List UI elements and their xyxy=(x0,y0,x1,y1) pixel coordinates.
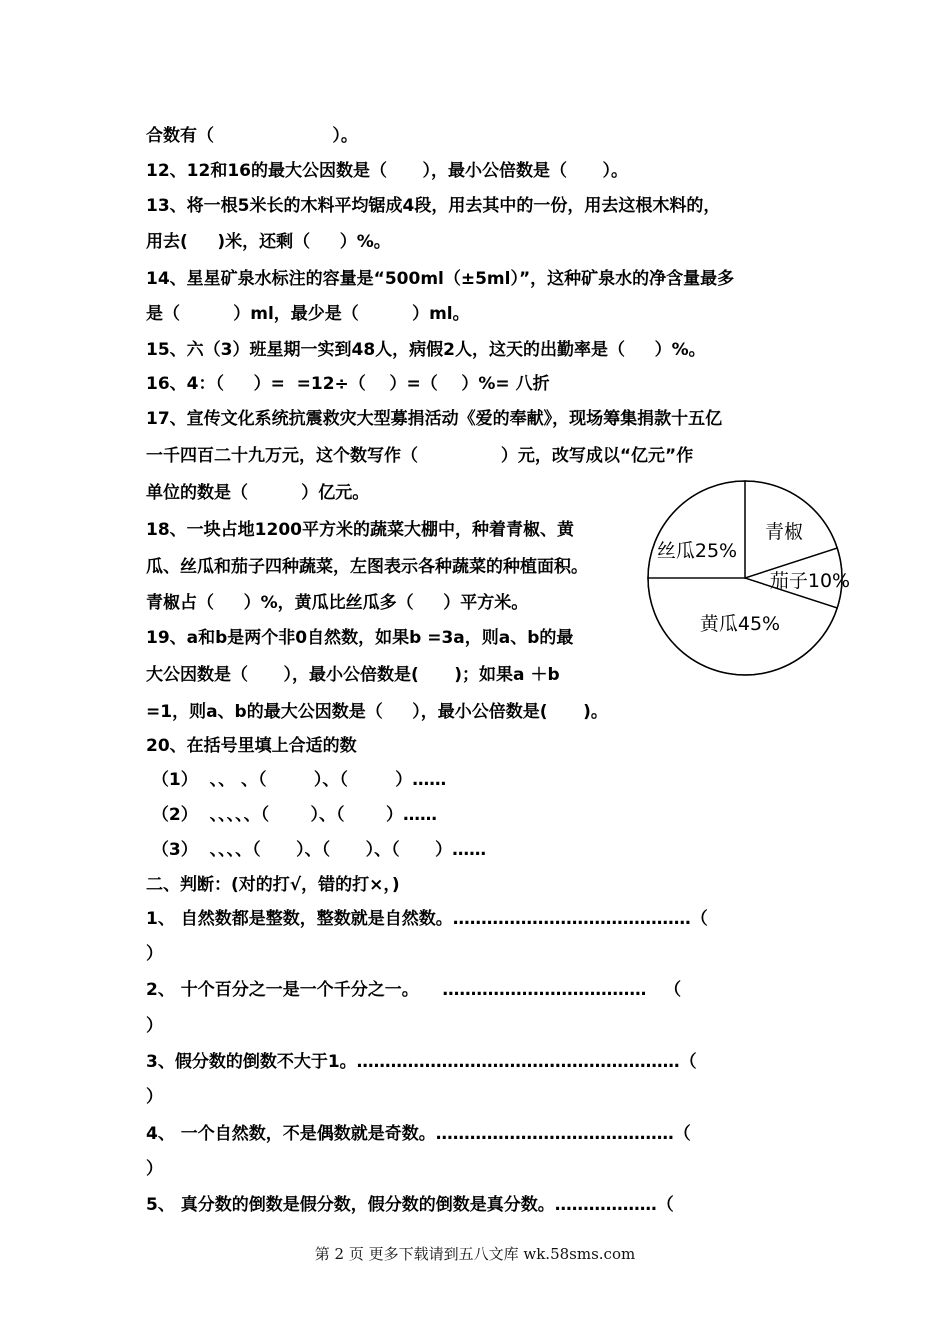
pie-slice-label: 茄子10% xyxy=(769,570,851,592)
text-line: 是（ ）ml，最少是（ ）ml。 xyxy=(146,304,470,324)
section-heading: 二、判断：(对的打√，错的打×，) xyxy=(146,875,400,895)
question-20-2: （2） 、、、、、（ ）、（ ）…… xyxy=(146,805,437,825)
text-line: 大公因数是（ ），最小公倍数是( )；如果a ＋b xyxy=(146,665,560,685)
question-20: 20、在括号里填上合适的数 xyxy=(146,736,357,756)
judge-1: 1、 自然数都是整数，整数就是自然数。……………………………………（ xyxy=(146,909,708,929)
question-20-1: （1） 、、 、（ ）、（ ）…… xyxy=(146,770,447,790)
text-line: 一千四百二十九万元，这个数写作（ ）元，改写成以“亿元”作 xyxy=(146,446,694,466)
judge-3-bracket: ） xyxy=(146,1087,163,1107)
judge-3: 3、假分数的倒数不大于1。…………………………………………………（ xyxy=(146,1052,697,1072)
text-line: 青椒占（ ）%，黄瓜比丝瓜多（ ）平方米。 xyxy=(146,593,529,613)
text-line: 用去( )米，还剩（ ）%。 xyxy=(146,232,391,252)
page-footer: 第 2 页 更多下载请到五八文库 wk.58sms.com xyxy=(314,1245,636,1263)
judge-5: 5、 真分数的倒数是假分数，假分数的倒数是真分数。………………（ xyxy=(146,1195,674,1215)
question-19: 19、a和b是两个非0自然数，如果b =3a，则a、b的最 xyxy=(146,628,574,648)
question-20-3: （3） 、、、、（ ）、（ ）、（ ）…… xyxy=(146,840,487,860)
judge-4-bracket: ） xyxy=(146,1159,163,1179)
pie-slice-label: 黄瓜45% xyxy=(699,613,781,635)
judge-2: 2、 十个百分之一是一个千分之一。 ……………………………… （ xyxy=(146,980,682,1000)
vegetable-pie-chart xyxy=(645,480,851,680)
text-line: 瓜、丝瓜和茄子四种蔬菜，左图表示各种蔬菜的种植面积。 xyxy=(146,557,588,577)
question-16: 16、4：（ ）= =12÷（ ）=（ ）%= 八折 xyxy=(146,374,550,394)
question-15: 15、六（3）班星期一实到48人，病假2人，这天的出勤率是（ ）%。 xyxy=(146,340,706,360)
judge-2-bracket: ） xyxy=(146,1016,163,1036)
judge-1-bracket: ） xyxy=(146,944,163,964)
question-13: 13、将一根5米长的木料平均锯成4段，用去其中的一份，用去这根木料的， xyxy=(146,196,721,216)
text-line: =1，则a、b的最大公因数是（ ），最小公倍数是( )。 xyxy=(146,702,608,722)
question-18: 18、一块占地1200平方米的蔬菜大棚中，种着青椒、黄 xyxy=(146,520,574,540)
text-line: 单位的数是（ ）亿元。 xyxy=(146,483,370,503)
judge-4: 4、 一个自然数，不是偶数就是奇数。……………………………………（ xyxy=(146,1124,691,1144)
text-line: 合数有（ ）。 xyxy=(146,126,358,146)
question-12: 12、12和16的最大公因数是（ ），最小公倍数是（ ）。 xyxy=(146,161,628,181)
pie-slice-label: 青椒 xyxy=(764,521,804,543)
question-17: 17、宣传文化系统抗震救灾大型募捐活动《爱的奉献》，现场筹集捐款十五亿 xyxy=(146,409,723,429)
pie-slice-label: 丝瓜25% xyxy=(656,540,738,562)
question-14: 14、星星矿泉水标注的容量是“500ml（±5ml）”，这种矿泉水的净含量最多 xyxy=(146,269,735,289)
